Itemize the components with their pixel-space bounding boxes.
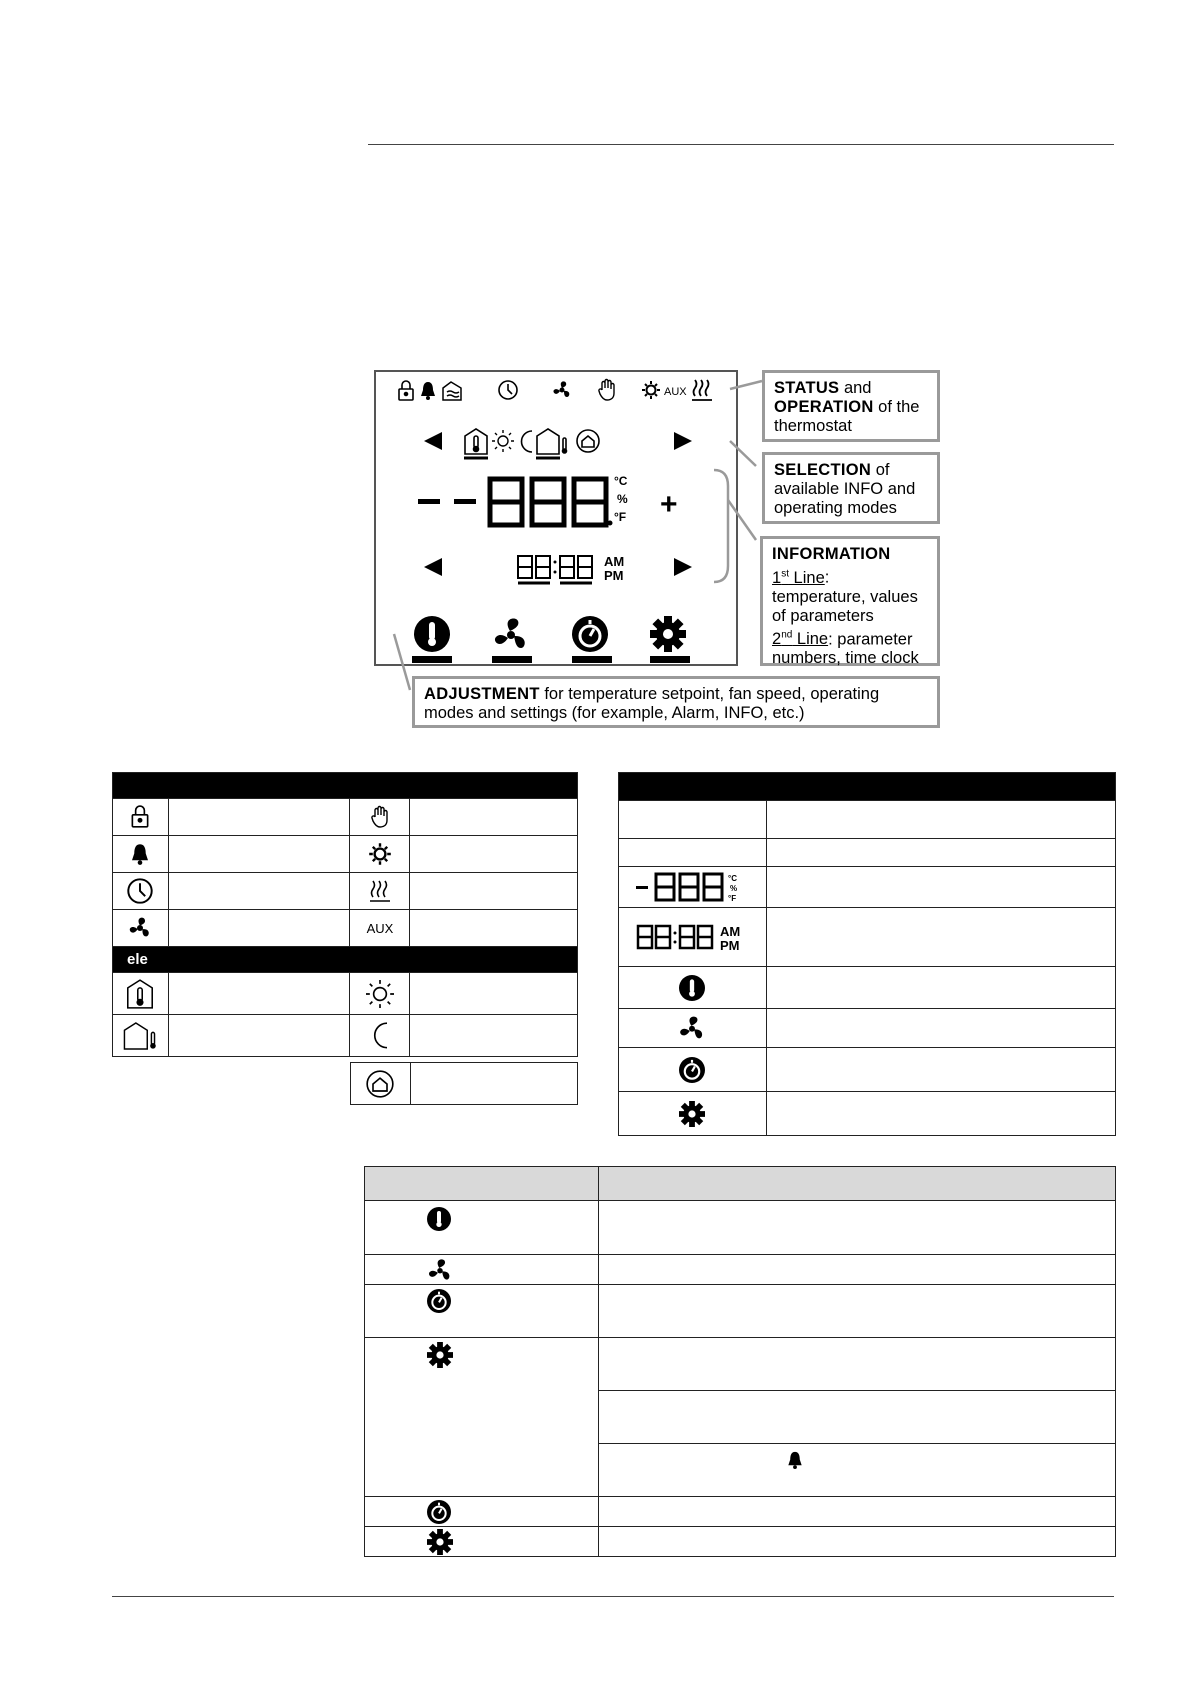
bell-icon (787, 1450, 803, 1470)
moon-icon (368, 1022, 392, 1050)
svg-text:%: % (730, 884, 738, 893)
mode-dial-button-icon (679, 1057, 705, 1083)
fan-button-icon (427, 1257, 453, 1283)
status-icons-table (112, 772, 578, 1057)
eco-home-icon (366, 1070, 394, 1098)
bell-icon (128, 842, 152, 866)
bottom-rule (112, 1596, 1114, 1597)
svg-text:°F: °F (614, 510, 627, 524)
thermometer-button-icon (679, 975, 705, 1001)
adjustment-callout: ADJUSTMENT for temperature setpoint, fan speed, operating modes and settings (for example, Alarm, INFO, etc.) (412, 676, 940, 728)
cooling-sun-icon (368, 842, 392, 866)
svg-text:°C: °C (614, 474, 628, 488)
svg-text:PM: PM (720, 938, 740, 953)
fan-button-icon (678, 1014, 706, 1042)
eco-row-table (350, 1062, 578, 1105)
settings-gear-button-icon (427, 1529, 453, 1555)
display-elements-table (618, 772, 1116, 1136)
main-digits-icon (632, 870, 752, 904)
thermometer-button-icon (427, 1207, 451, 1231)
sub-header: ele (113, 947, 578, 973)
mode-dial-button-icon (427, 1289, 451, 1313)
hand-icon (369, 805, 391, 829)
svg-text:AM: AM (720, 924, 741, 939)
selection-callout: SELECTION of available INFO and operating modes (762, 452, 940, 524)
status-callout: STATUS and OPERATION of the thermostat (762, 370, 940, 442)
aux-label: AUX (664, 386, 687, 398)
settings-gear-button-icon (427, 1342, 453, 1368)
lock-icon (129, 805, 151, 829)
plus-sign: + (660, 488, 678, 521)
leader-lines (0, 0, 1190, 760)
aux-label: AUX (350, 910, 410, 947)
settings-gear-button-icon (679, 1101, 705, 1127)
svg-text:PM: PM (604, 568, 624, 583)
clock-icon (127, 878, 153, 904)
svg-text:%: % (617, 492, 628, 506)
outdoor-temp-icon (123, 1022, 157, 1050)
button-functions-table (364, 1166, 1116, 1557)
svg-text:°C: °C (728, 874, 738, 883)
svg-text:°F: °F (728, 894, 737, 903)
heating-waves-icon (368, 879, 392, 903)
fan-icon (128, 916, 152, 940)
mode-dial-button-icon (427, 1500, 451, 1524)
sun-icon (366, 980, 394, 1008)
time-digits-icon (632, 920, 752, 954)
information-callout: INFORMATION 1st Line: temperature, values of parameters 2nd Line: parameter numbers, time clock (760, 536, 940, 666)
svg-text:AM: AM (604, 554, 625, 569)
indoor-temp-icon (125, 979, 155, 1009)
